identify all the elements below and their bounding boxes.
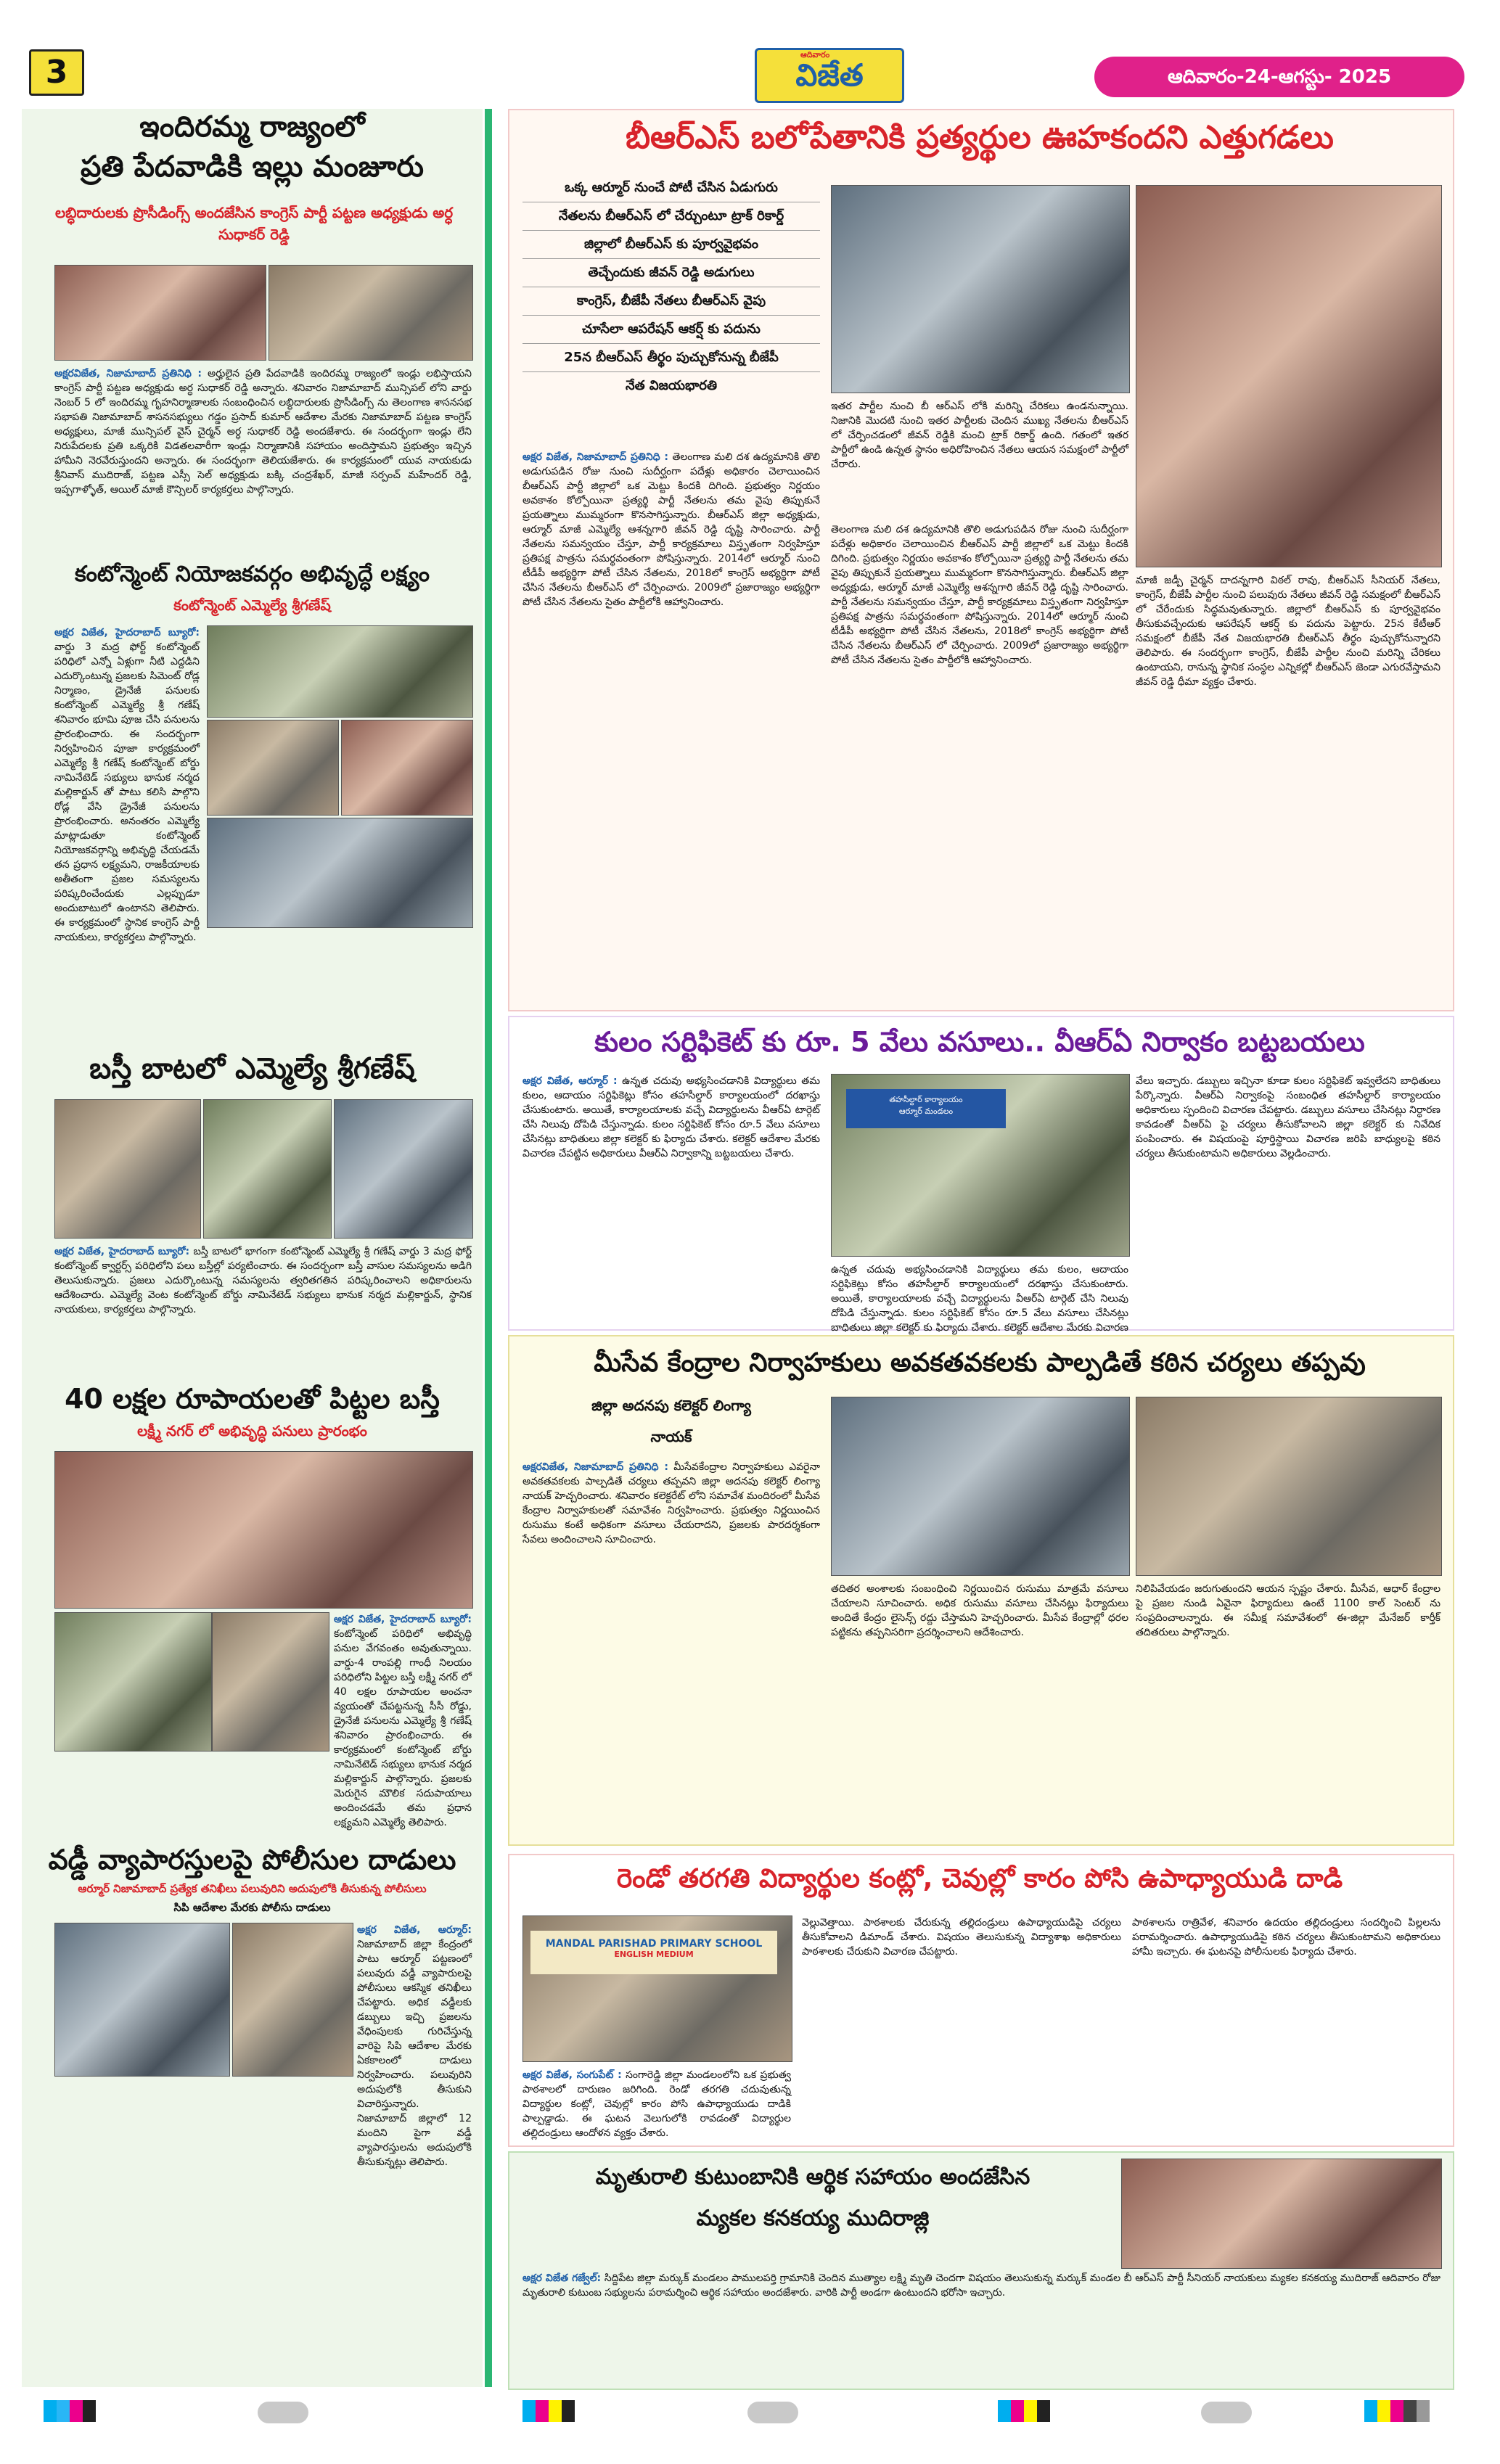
- b4-photo-school: [522, 1915, 792, 2062]
- b2-body-1: [522, 1074, 820, 1321]
- a1-photo-1: [54, 265, 266, 361]
- date-text: ఆదివారం-24-ఆగస్టు- 2025: [1167, 66, 1392, 88]
- a2-dateline: అక్షర విజేత, హైదరాబాద్ బ్యూరో:: [54, 627, 200, 638]
- b1-body-2-continued: తెలంగాణ మలి దశ ఉద్యమానికి తొలి అడుగుపడిన రోజు నుంచి సుదీర్ఘంగా పదేళ్లు అధికారం చెలాయించిన బీఆర్ఎస్ పార్టీ జిల్లాలో ఒక మెట్టు కిందకి దిగింది. ప్రభుత్వం నిర్ణయం అవకాశం కోల్పోయినా ప్రత్యర్థి పార్టీ నేతలను తమ వైపు తిప్పుకునే ప్రయత్నాలు ముమ్మరంగా కొనసాగిస్తున్నారు. బీఆర్ఎస్ జిల్లా అధ్యక్షుడు, ఆర్మూర్ మాజీ ఎమ్మెల్యే ఆశన్నగారి జీవన్ రెడ్డి దృష్టి సారించారు. పార్టీ నేతలను సమన్వయం చేస్తూ, పార్టీ కార్యక్రమాలు విస్తృతంగా నిర్వహిస్తూ ప్రతిపక్ష పాత్రను సమర్థవంతంగా పోషిస్తున్నారు. 2014లో ఆర్మూర్ నుంచి టీడీపీ అభ్యర్థిగా పోటీ చేసిన నేతలను, 2018లో కాంగ్రెస్ అభ్యర్థిగా పోటీ చేసిన నేతలను బీఆర్ఎస్ లో చేర్పించారు. 2009లో ప్రజారాజ్యం అభ్యర్థిగా పోటీ చేసిన నేతలను సైతం పార్టీలోకి ఆహ్వానించారు.: [831, 524, 1128, 666]
- a5-subhead-2: సిపి ఆదేశాల మేరకు పోలీసు దాడులు: [173, 1901, 331, 1914]
- b5-body-text: సిద్దిపేట జిల్లా మర్కుక్ మండలం పాములపర్తి గ్రామానికి చెందిన ముత్యాల లక్ష్మి మృతి చెందగా విషయం తెలుసుకున్న మర్కుక్ మండల బీ ఆర్ఎస్ పార్టీ సీనియర్ నాయకులు మ్యకల కనకయ్య ముదిరాజ్ ఆదివారం రోజు మృతురాలి కుటుంబ సభ్యులను పరామర్శించి ఆర్థిక సహాయం అందజేశారు. వారికి పార్టీ అండగా ఉంటుందని భరోసా ఇచ్చారు.: [522, 2272, 1441, 2299]
- page-number-badge: [29, 49, 84, 96]
- b1-deck-line: చూసేలా ఆపరేషన్ ఆకర్ష్ కు పదును: [522, 316, 820, 344]
- masthead-title: విజేత: [795, 57, 864, 93]
- b3-body-1: [522, 1460, 820, 1837]
- b5-dateline: అక్షర విజేత గజ్వేల్:: [522, 2272, 602, 2284]
- b1-photo-group: [831, 185, 1130, 393]
- a3-photo-3: [334, 1099, 473, 1239]
- b2-dateline: అక్షర విజేత, ఆర్మూర్ :: [522, 1075, 618, 1087]
- b3-photo-meeting: [1136, 1397, 1442, 1576]
- a4-photo-1: [54, 1451, 473, 1609]
- b1-deck-line: తెచ్చేందుకు జీవన్ రెడ్డి అడుగులు: [522, 259, 820, 287]
- school-sign-title: MANDAL PARISHAD PRIMARY SCHOOL: [545, 1938, 763, 1950]
- b1-deck-line: నేత విజయభారతి: [625, 378, 718, 393]
- a1-headline-line1: ఇందిరమ్మ రాజ్యంలో: [139, 110, 365, 144]
- a2-photo-4: [207, 818, 473, 928]
- b5-photo: [1121, 2159, 1442, 2269]
- a2-body: [54, 625, 200, 945]
- b3-subhead-line1: జిల్లా అదనపు కలెక్టర్ లింగ్యా: [591, 1397, 751, 1414]
- b1-body-2: [522, 450, 820, 1001]
- b1-deck-line: ఒక్క ఆర్మూర్ నుంచే పోటీ చేసిన ఏడుగురు: [522, 174, 820, 202]
- a1-body-text: అర్హులైన ప్రతి పేదవాడికి ఇందిరమ్మ రాజ్యంలో ఇండ్లు లభిస్తాయని కాంగ్రెస్ పార్టీ పట్టణ అధ్యక్షుడు అర్ధ సుధాకర్ రెడ్డి అన్నారు. శనివారం నిజామాబాద్ మున్సిపల్ లోని వార్డు నెంబర్ 5 లో ఇందిరమ్మ గృహనిర్మాణాలకు సంబంధించిన లబ్ధిదారులకు ప్రొసీడింగ్స్ ను తెలంగాణ శాసనసభ సభాపతి నిజామాబాద్ శాసనసభ్యులు గడ్డం ప్రసాద్ కుమార్ ఆదేశాల మేరకు నిజామాబాద్ పట్టణ కాంగ్రెస్ అధ్యక్షులు, మాజీ మున్సిపల్ వైస్ చైర్మన్ అర్ధ సుధాకర్ రెడ్డి అందజేశారు. ఈ సందర్భంగా ఇండ్లు లేని నిరుపేదలకు ప్రతి ఒక్కరికి విడతలవారీగా ఇండ్లు నిర్మాణానికి సహాయం అందిస్తామని ప్రభుత్వం ఇచ్చిన హామీని నెరవేరుస్తుందని అన్నారు. ఈ సందర్భంగా తెలియజేశారు. ఈ కార్యక్రమంలో యువ నాయకుడు శ్రీనివాస్ ముదిరాజ్, పట్టణ ఎస్సీ సెల్ అధ్యక్షుడు బక్కి చంద్రశేఖర్, మాజీ సర్పంచ్ మహేందర్ రెడ్డి, ఇప్పగాళ్ళోత్, ఆయిల్ మాజీ కౌన్సిలర్ కార్యకర్తలు పాల్గొన్నారు.: [54, 368, 472, 496]
- b1-deck: [522, 174, 820, 400]
- a2-photo-3: [341, 720, 473, 816]
- masthead: [755, 48, 904, 103]
- a2-headline: కంటోన్మెంట్ నియోజకవర్గం అభివృద్ధే లక్ష్యం: [75, 562, 430, 587]
- date-banner: [1094, 57, 1464, 97]
- b3-body-3: నిలిపివేయడం జరుగుతుందని ఆయన స్పష్టం చేశారు. మీసేవ, ఆధార్ కేంద్రాల పై ప్రజల నుండి ఏవైనా ఫిర్యాదులు ఉంటే 1100 కాల్ సెంటర్ ను సంప్రదించాలన్నారు. ఈ సమీక్ష సమావేశంలో ఈ-జిల్లా మేనేజర్ కార్తీక్ తదితరులు పాల్గొన్నారు.: [1136, 1583, 1440, 1638]
- a5-dateline: అక్షర విజేత, ఆర్మూర్:: [357, 1924, 472, 1936]
- b5-body: [522, 2271, 1440, 2380]
- a3-photo-2: [203, 1099, 332, 1239]
- a4-photo-3: [212, 1612, 329, 1752]
- b1-body-3: మాజీ జడ్పీ చైర్మన్ దాదన్నగారి విఠల్ రావు, బీఆర్ఎస్ సీనియర్ నేతలు, కాంగ్రెస్, బీజేపీ పార్టీల నుంచి పలువురు నేతలు జీవన్ రెడ్డి సమక్షంలో బీఆర్ఎస్ లో చేరేందుకు సిద్ధమవుతున్నారు. జిల్లాలో బీఆర్ఎస్ కు పూర్వవైభవం తీసుకువచ్చేందుకు ఆపరేషన్ ఆకర్ష్ కు పదును పెట్టారు. 25న కేటీఆర్ సమక్షంలో బీజేపీ నేత విజయభారతి బీఆర్ఎస్ తీర్థం పుచ్చుకోనున్నారని తెలిపారు. ఈ సందర్భంగా కాంగ్రెస్, బీజేపీ పార్టీల నుంచి మరిన్ని చేరికలు ఉంటాయని, రానున్న స్థానిక సంస్థల ఎన్నికల్లో బీఆర్ఎస్ జెండా ఎగురవేస్తామని జీవన్ రెడ్డి ధీమా వ్యక్తం చేశారు.: [1136, 575, 1440, 688]
- office-sign-line2: ఆర్మూర్ మండలం: [898, 1106, 954, 1116]
- office-signboard: [846, 1089, 1006, 1128]
- a2-photo-2: [207, 720, 339, 816]
- b2-body-2: వేలు ఇచ్చారు. డబ్బులు ఇచ్చినా కూడా కులం సర్టిఫికెట్ ఇవ్వలేదని బాధితులు పేర్కొన్నారు. వీఆర్ఏ నిర్వాకంపై సంబంధిత తహసీల్దార్ కార్యాలయం అధికారులు స్పందించి విచారణ చేపట్టారు. డబ్బులు వసూలు చేసినట్లు నిర్ధారణ కావడంతో వీఆర్ఏ పై చర్యలు తీసుకోవాలని జిల్లా కలెక్టర్ కు నివేదిక పంపించారు. ఈ విషయంపై పూర్తిస్థాయి విచారణ జరిపి బాధ్యులపై కఠిన చర్యలు తీసుకుంటామని అధికారులు వెల్లడించారు.: [1136, 1075, 1440, 1159]
- a1-photo-2: [269, 265, 473, 361]
- a1-dateline: అక్షరవిజేత, నిజామాబాద్ ప్రతినిధి :: [54, 368, 202, 379]
- cmyk-strip-1: [44, 2400, 96, 2422]
- b5-headline-line2: మ్యకల కనకయ్య ముదిరాజ్లి: [696, 2206, 930, 2231]
- b1-deck-line: నేతలను బీఆర్ఎస్ లో చేర్చుంటూ ట్రాక్ రికార్డ్: [522, 202, 820, 231]
- cmyk-strip-4: [1364, 2400, 1430, 2422]
- b2-photo-office: [831, 1074, 1130, 1257]
- cmyk-strip-3: [998, 2400, 1050, 2422]
- b3-dateline: అక్షరవిజేత, నిజామాబాద్ ప్రతినిధి :: [522, 1461, 668, 1473]
- b3-body-1-text: మీసేవకేంద్రాల నిర్వాహకులు ఎవరైనా అవకతవకలకు పాల్పడితే చర్యలు తప్పవని జిల్లా అదనపు కలెక్టర్ లింగ్యా నాయక్ హెచ్చరించారు. శనివారం కలెక్టరేట్ లోని సమావేశ మందిరంలో మీసేవ కేంద్రాల నిర్వాహకులతో సమావేశం నిర్వహించారు. ప్రభుత్వం నిర్ణయించిన రుసుము కంటే అధికంగా వసూలు చేయరాదని, ప్రజలకు పారదర్శకంగా సేవలు అందించాలని సూచించారు.: [522, 1461, 821, 1545]
- a2-body-text: వార్డు 3 మద్ర ఫోర్ట్ కంటోన్మెంట్ పరిధిలో ఎన్నో ఏళ్లుగా నీటి ఎద్దడిని ఎదుర్కొంటున్న ప్రజలకు సిమెంట్ రోడ్ల నిర్మాణం, డ్రైనేజీ పనులకు కంటోన్మెంట్ ఎమ్మెల్యే శ్రీ గణేష్ శనివారం భూమి పూజ చేసి పనులను ప్రారంభించారు. ఈ సందర్భంగా నిర్వహించిన పూజా కార్యక్రమంలో ఎమ్మెల్యే శ్రీ గణేష్ కంటోన్మెంట్ బోర్డు నామినేటెడ్ సభ్యులు భానుక నర్మద మల్లికార్జున్ తో పాటు కలిసి పాల్గొని రోడ్ల వేసి డ్రైనేజీ పనులను ప్రారంభించారు. అనంతరం ఎమ్మెల్యే మాట్లాడుతూ కంటోన్మెంట్ నియోజకవర్గాన్ని అభివృద్ధి చేయడమే తన ప్రధాన లక్ష్యమని, రాజకీయాలకు అతీతంగా ప్రజల సమస్యలను పరిష్కరించేందుకు ఎల్లప్పుడూ అందుబాటులో ఉంటానని తెలిపారు. ఈ కార్యక్రమంలో స్థానిక కాంగ్రెస్ పార్టీ నాయకులు, కార్యకర్తలు పాల్గొన్నారు.: [54, 641, 200, 943]
- b1-photo-portrait: [1136, 185, 1442, 567]
- a4-dateline: అక్షర విజేత, హైదరాబాద్ బ్యూరో:: [334, 1614, 472, 1625]
- registration-pill-3: [1201, 2402, 1252, 2423]
- a5-photo-2: [232, 1923, 353, 2077]
- a4-subhead: లక్ష్మీ నగర్ లో అభివృద్ధి పనులు ప్రారంభం: [137, 1422, 367, 1440]
- b4-body-1-text: సంగారెడ్డి జిల్లా మండలంలోని ఒక ప్రభుత్వ పాఠశాలలో దారుణం జరిగింది. రెండో తరగతి చదువుతున్న విద్యార్థుల కంట్లో, చెవుల్లో కారం పోసి ఉపాధ్యాయుడు దాడికి పాల్పడ్డాడు. ఈ ఘటన వెలుగులోకి రావడంతో విద్యార్థుల తల్లిదండ్రులు ఆందోళన వ్యక్తం చేశారు.: [522, 2069, 791, 2139]
- b1-deck-line: కాంగ్రెస్, బీజేపీ నేతలు బీఆర్ఎస్ వైపు: [522, 287, 820, 316]
- b1-deck-line: 25న బీఆర్ఎస్ తీర్థం పుచ్చుకోనున్న బీజేపీ: [522, 344, 820, 372]
- b1-deck-line: జిల్లాలో బీఆర్ఎస్ కు పూర్వవైభవం: [522, 231, 820, 259]
- school-signboard: [530, 1931, 777, 1974]
- a3-body: [54, 1244, 472, 1375]
- masthead-small-label: ఆదివారం: [800, 50, 830, 59]
- a4-body-text: కంటోన్మెంట్ పరిధిలో అభివృద్ధి పనుల వేగవంతం అవుతున్నాయి. వార్డు-4 రాంపల్లి గాంధీ నిలయం పరిధిలోని పిట్టల బస్తీ లక్ష్మీ నగర్ లో 40 లక్షల రూపాయల అంచనా వ్యయంతో చేపట్టనున్న సీసీ రోడ్డు, డ్రైనేజీ పనులను ఎమ్మెల్యే శ్రీ గణేష్ శనివారం ప్రారంభించారు. ఈ కార్యక్రమంలో కంటోన్మెంట్ బోర్డు నామినేటెడ్ సభ్యులు భానుక నర్మద మల్లికార్జున్ పాల్గొన్నారు. ప్రజలకు మెరుగైన మౌలిక సదుపాయాలు అందించడమే తమ ప్రధాన లక్ష్యమని ఎమ్మెల్యే తెలిపారు.: [334, 1628, 472, 1828]
- b3-body-2: తదితర అంశాలకు సంబంధించి నిర్ణయించిన రుసుము మాత్రమే వసూలు చేయాలని సూచించారు. అధిక రుసుము వసూలు చేసినట్లు ఫిర్యాదులు అందితే కేంద్రం లైసెన్స్ రద్దు చేస్తామని హెచ్చరించారు. మీసేవ కేంద్రాల్లో ధరల పట్టికను తప్పనిసరిగా ప్రదర్శించాలని ఆదేశించారు.: [831, 1583, 1128, 1638]
- b1-dateline: అక్షర విజేత, నిజామాబాద్ ప్రతినిధి :: [522, 451, 669, 463]
- b4-body-2: వెల్లువెత్తాయి. పాఠశాలకు చేరుకున్న తల్లిదండ్రులు ఉపాధ్యాయుడిపై చర్యలు తీసుకోవాలని డిమాండ్ చేశారు. విషయం తెలుసుకున్న విద్యాశాఖ అధికారులు పాఠశాలకు చేరుకుని విచారణ చేపట్టారు.: [802, 1917, 1121, 1958]
- school-sign-sub: ENGLISH MEDIUM: [614, 1950, 694, 1959]
- a4-body: [334, 1612, 472, 1828]
- a5-body: [357, 1923, 472, 2168]
- b5-headline-line1: మృతురాలి కుటుంబానికి ఆర్థిక సహాయం అందజేసిన: [595, 2164, 1030, 2190]
- b1-body-2-text: తెలంగాణ మలి దశ ఉద్యమానికి తొలి అడుగుపడిన రోజు నుంచి సుదీర్ఘంగా పదేళ్లు అధికారం చెలాయించిన బీఆర్ఎస్ పార్టీ జిల్లాలో ఒక మెట్టు కిందకి దిగింది. ప్రభుత్వం నిర్ణయం అవకాశం కోల్పోయినా ప్రత్యర్థి పార్టీ నేతలను తమ వైపు తిప్పుకునే ప్రయత్నాలు ముమ్మరంగా కొనసాగిస్తున్నారు. బీఆర్ఎస్ జిల్లా అధ్యక్షుడు, ఆర్మూర్ మాజీ ఎమ్మెల్యే ఆశన్నగారి జీవన్ రెడ్డి దృష్టి సారించారు. పార్టీ నేతలను సమన్వయం చేస్తూ, పార్టీ కార్యక్రమాలు విస్తృతంగా నిర్వహిస్తూ ప్రతిపక్ష పాత్రను సమర్థవంతంగా పోషిస్తున్నారు. 2014లో ఆర్మూర్ నుంచి టీడీపీ అభ్యర్థిగా పోటీ చేసిన నేతలను, 2018లో కాంగ్రెస్ అభ్యర్థిగా పోటీ చేసిన నేతలను బీఆర్ఎస్ లో చేర్పించారు. 2009లో ప్రజారాజ్యం అభ్యర్థిగా పోటీ చేసిన నేతలను సైతం పార్టీలోకి ఆహ్వానించారు.: [522, 451, 820, 608]
- b2-body-caption: ఉన్నత చదువు అభ్యసించడానికి విద్యార్థులు తమ కులం, ఆదాయం సర్టిఫికెట్లు కోసం తహసీల్దార్ కార్యాలయంలో దరఖాస్తు చేసుకుంటారు. అయితే, కార్యాలయాలకు వచ్చే విద్యార్థులను వీఆర్ఏ టార్గెట్ చేసి నిలువు దోపిడి చేస్తున్నాడు. కులం సర్టిఫికెట్ కోసం రూ.5 వేలు వసూలు చేసినట్లు బాధితులు జిల్లా కలెక్టర్ కు ఫిర్యాదు చేశారు. కలెక్టర్ ఆదేశాల మేరకు విచారణ: [831, 1264, 1128, 1334]
- b1-body-1: ఇతర పార్టీల నుంచి బీ ఆర్ఎస్ లోకి మరిన్ని చేరికలు ఉండనున్నాయి. నిజానికి మొదటి నుంచి ఇతర పార్టీలకు చెందిన ముఖ్య నేతలను బీఆర్ఎస్ లో చేర్పించడంలో జీవన్ రెడ్డికి మంచి ట్రాక్ రికార్డ్ ఉంది. గతంలో ఇతర పార్టీలో ఉండి ఉన్నత స్థానం అధిరోహించిన నేతలు ఆయన సమక్షంలో పార్టీలో చేరారు.: [831, 401, 1128, 470]
- b4-dateline: అక్షర విజేత, సంగుపేట్ :: [522, 2069, 622, 2081]
- a3-headline: బస్తీ బాటలో ఎమ్మెల్యే శ్రీగణేష్: [89, 1052, 415, 1085]
- a1-headline-line2: ప్రతి పేదవాడికి ఇల్లు మంజూరు: [80, 150, 425, 184]
- a5-headline: వడ్డీ వ్యాపారస్తులపై పోలీసుల దాడులు: [48, 1844, 456, 1876]
- a5-subhead: ఆర్మూర్ నిజామాబాద్ ప్రత్యేక తనిఖీలు పలువురిని అదుపులోకి తీసుకున్న పోలీసులు: [78, 1882, 427, 1895]
- a5-photo-1: [54, 1923, 230, 2077]
- a5-body-text: నిజామాబాద్ జిల్లా కేంద్రంలో పాటు ఆర్మూర్ పట్టణంలో పలువురు వడ్డీ వ్యాపారులపై పోలీసులు ఆకస్మిక తనిఖీలు చేపట్టారు. అధిక వడ్డీలకు డబ్బులు ఇచ్చి ప్రజలను వేధింపులకు గురిచేస్తున్న వారిపై సిపి ఆదేశాల మేరకు ఏకకాలంలో దాడులు నిర్వహించారు. పలువురిని అదుపులోకి తీసుకుని విచారిస్తున్నారు. నిజామాబాద్ జిల్లాలో 12 మందిని పైగా వడ్డీ వ్యాపారస్తులను అదుపులోకి తీసుకున్నట్లు తెలిపారు.: [357, 1939, 472, 2168]
- a3-body-text: బస్తీ బాటలో భాగంగా కంటోన్మెంట్ ఎమ్మెల్యే శ్రీ గణేష్ వార్డు 3 మద్ర ఫోర్ట్ కంటోన్మెంట్ క్వార్టర్స్ పరిధిలోని పలు బస్తీల్లో పర్యటించారు. ఈ సందర్భంగా బస్తీ వాసుల సమస్యలను అడిగి తెలుసుకున్నారు. ప్రజలు ఎదుర్కొంటున్న సమస్యలను త్వరితగతిన పరిష్కరించాలని అధికారులను ఆదేశించారు. ఎమ్మెల్యే వెంట కంటోన్మెంట్ బోర్డు నామినేటెడ్ సభ్యులు భానుక నర్మద మల్లికార్జున్, స్థానిక నాయకులు, కార్యకర్తలు పాల్గొన్నారు.: [54, 1246, 472, 1315]
- b4-body-1: [522, 2068, 791, 2140]
- b1-body-1b: [831, 522, 1128, 1001]
- a3-photo-1: [54, 1099, 201, 1239]
- a1-subhead: లబ్ధిదారులకు ప్రొసీడింగ్స్ అందజేసిన కాంగ్రెస్ పార్టీ పట్టణ అధ్యక్షుడు అర్ధ సుధాకర్ రెడ్డి: [54, 204, 454, 243]
- a4-photo-2: [54, 1612, 212, 1752]
- a2-photo-1: [207, 625, 473, 718]
- b2-headline: కులం సర్టిఫికెట్ కు రూ. 5 వేలు వసూలు.. వీఆర్ఏ నిర్వాకం బట్టబయలు: [594, 1026, 1365, 1058]
- a2-subhead: కంటోన్మెంట్ ఎమ్మెల్యే శ్రీగణేష్: [173, 596, 331, 614]
- b4-body-3: పాఠశాలను రాత్రివేళ, శనివారం ఉదయం తల్లిదండ్రులు సందర్శించి పిల్లలను పరామర్శించారు. ఉపాధ్యాయుడిపై కఠిన చర్యలు తీసుకుంటామని అధికారులు హామీ ఇచ్చారు. ఈ ఘటనపై పోలీసులకు ఫిర్యాదు చేశారు.: [1132, 1917, 1440, 1958]
- registration-pill-1: [258, 2402, 308, 2423]
- office-sign-line1: తహసీల్దార్ కార్యాలయం: [889, 1095, 963, 1104]
- a4-headline: 40 లక్షల రూపాయలతో పిట్టల బస్తీ: [65, 1383, 440, 1415]
- b4-headline: రెండో తరగతి విద్యార్థుల కంట్లో, చెవుల్లో కారం పోసి ఉపాధ్యాయుడి దాడి: [616, 1864, 1343, 1894]
- b2-body-1-text: ఉన్నత చదువు అభ్యసించడానికి విద్యార్థులు తమ కులం, ఆదాయం సర్టిఫికెట్లు కోసం తహసీల్దార్ కార్యాలయంలో దరఖాస్తు చేసుకుంటారు. అయితే, కార్యాలయాలకు వచ్చే విద్యార్థులను వీఆర్ఏ టార్గెట్ చేసి నిలువు దోపిడి చేస్తున్నాడు. కులం సర్టిఫికెట్ కోసం రూ.5 వేలు వసూలు చేసినట్లు బాధితులు జిల్లా కలెక్టర్ కు ఫిర్యాదు చేశారు. కలెక్టర్ ఆదేశాల మేరకు విచారణ చేపట్టిన అధికారులు వీఆర్ఏ నిర్వాకాన్ని బట్టబయలు చేశారు.: [522, 1075, 820, 1159]
- a1-body: [54, 366, 472, 548]
- a3-dateline: అక్షర విజేత, హైదరాబాద్ బ్యూరో:: [54, 1246, 190, 1257]
- registration-pill-2: [747, 2402, 798, 2423]
- b1-headline: బీఆర్ఎస్ బలోపేతానికి ప్రత్యర్థుల ఊహకందని ఎత్తుగడలు: [626, 119, 1334, 156]
- cmyk-strip-2: [522, 2400, 575, 2422]
- page-number: 3: [45, 54, 68, 91]
- b3-photo-officials: [831, 1397, 1130, 1576]
- b3-subhead-line2: నాయక్: [650, 1428, 692, 1445]
- b3-headline: మీసేవ కేంద్రాల నిర్వాహకులు అవకతవకలకు పాల్పడితే కఠిన చర్యలు తప్పవు: [594, 1348, 1366, 1378]
- column-divider: [485, 109, 492, 2387]
